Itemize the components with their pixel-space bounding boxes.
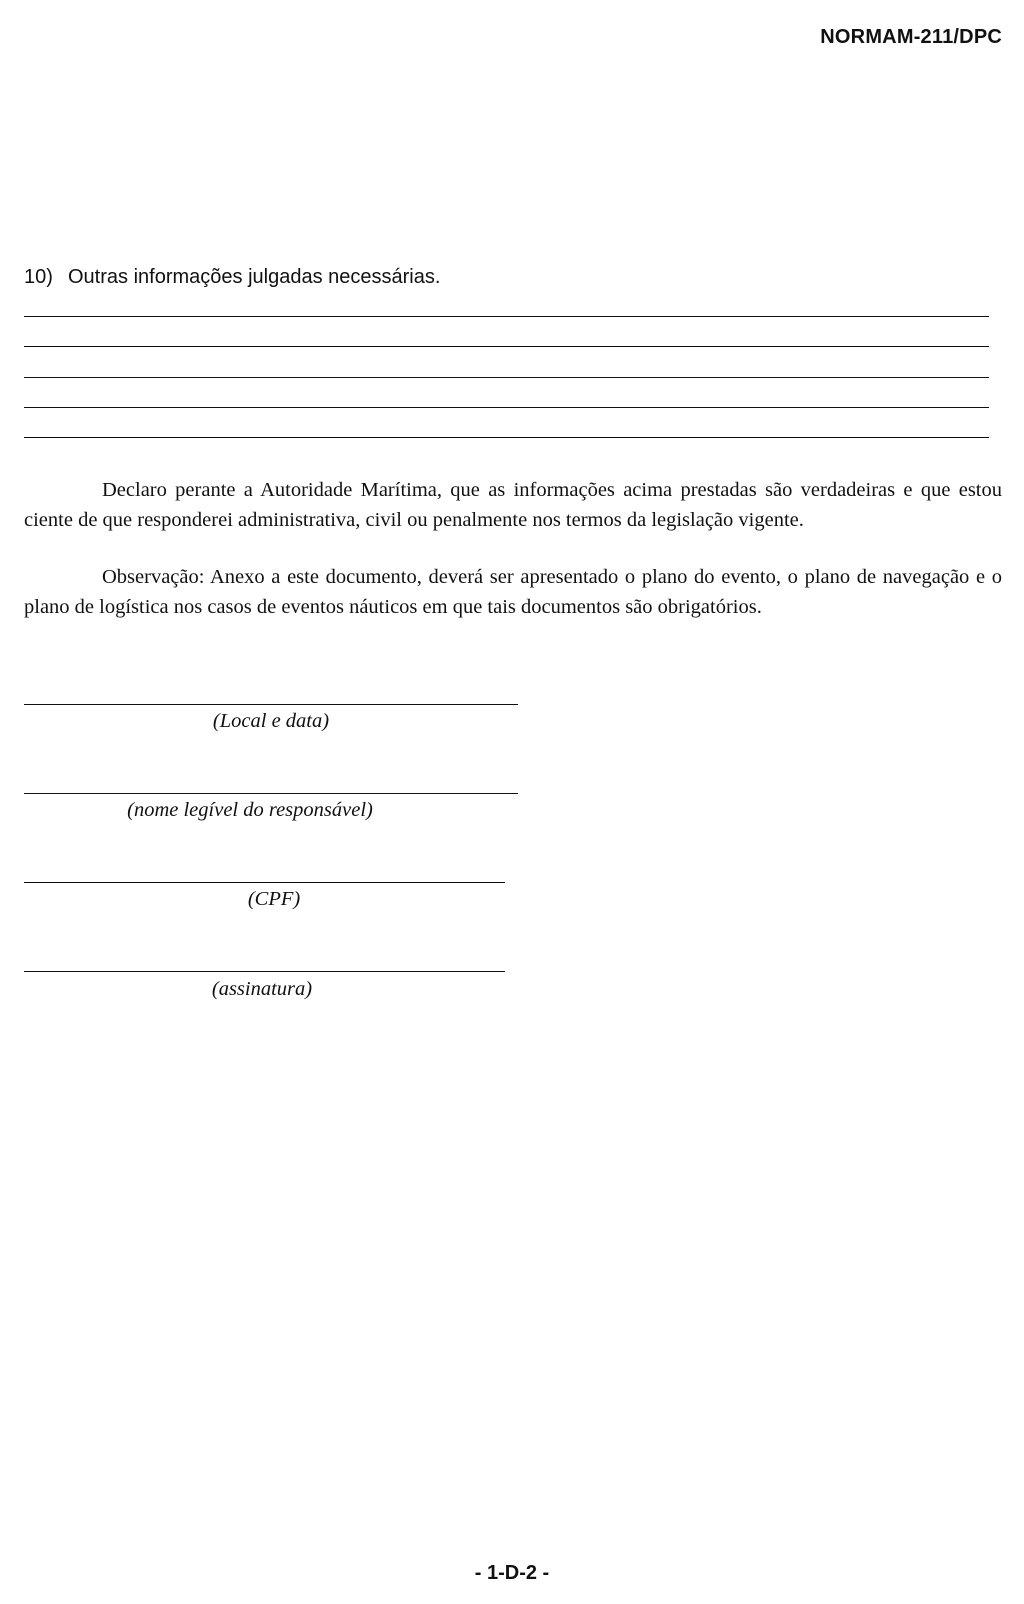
item-number: 10) [24, 266, 53, 288]
cpf-caption: (CPF) [247, 888, 301, 910]
page-number: - 1-D-2 - [474, 1562, 550, 1584]
answer-line-4[interactable] [24, 407, 989, 408]
answer-line-3[interactable] [24, 377, 989, 378]
answer-line-2[interactable] [24, 346, 989, 347]
name-caption: (nome legível do responsável) [127, 799, 373, 821]
declaration-paragraph [24, 476, 1002, 535]
name-line[interactable] [24, 793, 518, 794]
signature-caption: (assinatura) [211, 978, 313, 1000]
local-date-caption: (Local e data) [212, 710, 330, 732]
item-text: Outras informações julgadas necessárias. [68, 266, 441, 288]
observation-paragraph [24, 563, 1002, 622]
observation-text: Observação: Anexo a este documento, deverá ser apresentado o plano do evento, o plano de navegação e o plano de logística nos casos de eventos náuticos em que tais documentos são obrigatórios. [24, 566, 1002, 618]
answer-line-1[interactable] [24, 316, 989, 317]
document-code: NORMAM-211/DPC [820, 26, 1002, 48]
declaration-text: Declaro perante a Autoridade Marítima, que as informações acima prestadas são verdadeiras e que estou ciente de que responderei administrativa, civil ou penalmente nos termos da legislação vigente. [24, 479, 1002, 531]
cpf-line[interactable] [24, 882, 505, 883]
item-10-heading [24, 266, 440, 289]
answer-line-5[interactable] [24, 437, 989, 438]
local-date-line[interactable] [24, 704, 518, 705]
signature-line[interactable] [24, 971, 505, 972]
